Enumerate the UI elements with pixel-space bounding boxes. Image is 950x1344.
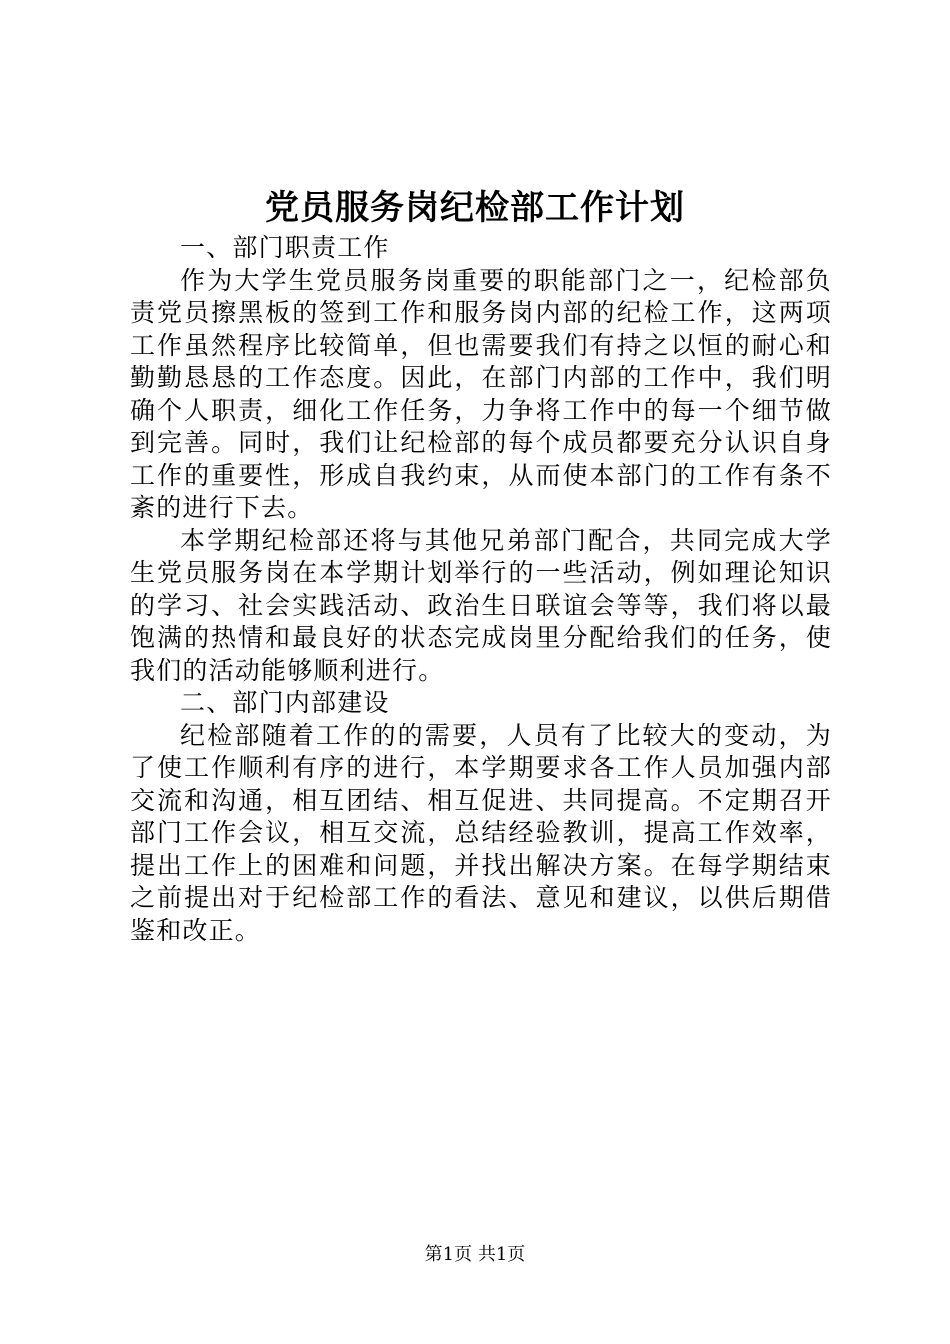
paragraph-duties-2: 本学期纪检部还将与其他兄弟部门配合，共同完成大学生党员服务岗在本学期计划举行的一些活动，例如理论知识的学习、社会实践活动、政治生日联谊会等等，我们将以最饱满的热情和最良好的状态完成岗里分配给我们的任务，使我们的活动能够顺利进行。	[130, 525, 832, 685]
page-footer: 第1页 共1页	[424, 1244, 526, 1265]
section-heading-internal: 二、部门内部建设	[180, 688, 390, 717]
section-heading-duties: 一、部门职责工作	[180, 233, 390, 262]
document-title: 党员服务岗纪检部工作计划	[265, 188, 685, 228]
paragraph-duties-1: 作为大学生党员服务岗重要的职能部门之一，纪检部负责党员擦黑板的签到工作和服务岗内部的纪检工作，这两项工作虽然程序比较简单，但也需要我们有持之以恒的耐心和勤勤恳恳的工作态度。因此，在部门内部的工作中，我们明确个人职责，细化工作任务，力争将工作中的每一个细节做到完善。同时，我们让纪检部的每个成员都要充分认识自身工作的重要性，形成自我约束，从而使本部门的工作有条不紊的进行下去。	[130, 265, 832, 522]
document-body	[130, 232, 832, 947]
paragraph-internal-1: 纪检部随着工作的的需要，人员有了比较大的变动，为了使工作顺利有序的进行，本学期要求各工作人员加强内部交流和沟通，相互团结、相互促进、共同提高。不定期召开部门工作会议，相互交流，总结经验教训，提高工作效率，提出工作上的困难和问题，并找出解决方案。在每学期结束之前提出对于纪检部工作的看法、意见和建议，以供后期借鉴和改正。	[130, 720, 832, 945]
